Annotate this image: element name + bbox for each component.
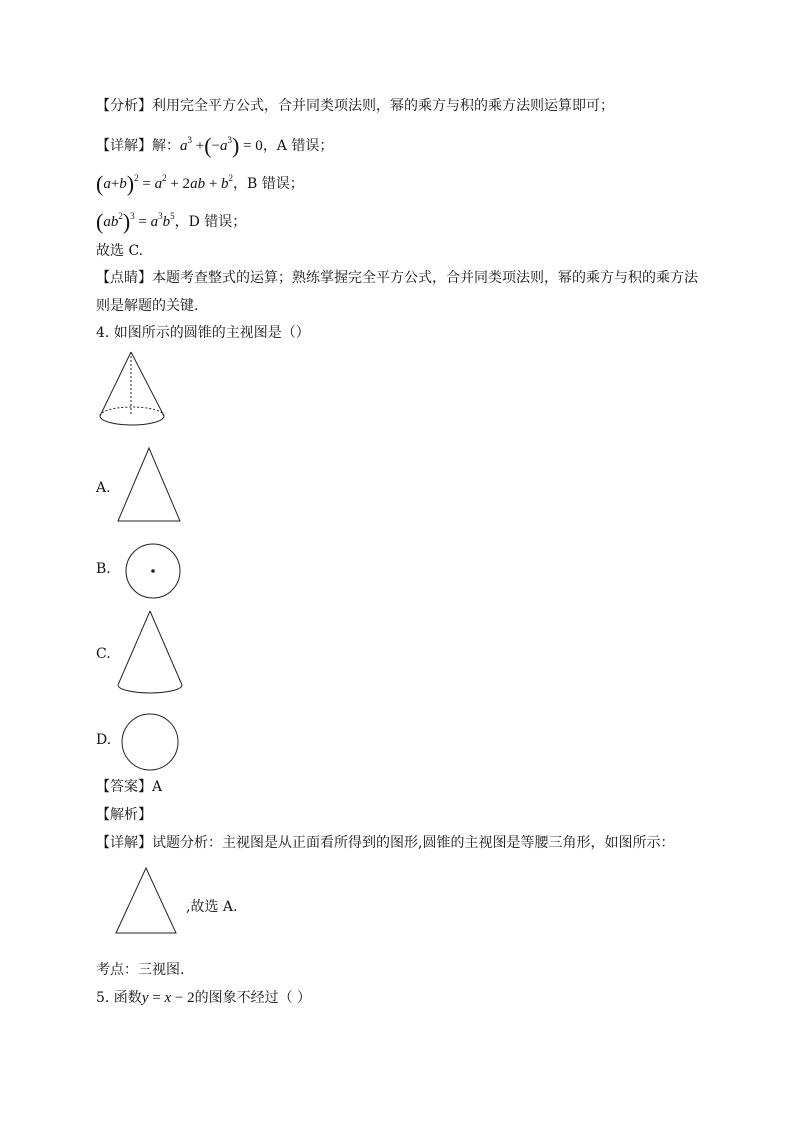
answer-tag: 【答案】	[96, 779, 152, 795]
kaodian-line: 考点：三视图.	[96, 962, 185, 978]
detail-line-2	[96, 168, 304, 194]
comment-text-1: 本题考查整式的运算；熟练掌握完全平方公式，合并同类项法则，幂的乘方与积的乘方法	[152, 270, 698, 286]
comment-line-1	[96, 268, 698, 288]
detail-4-text: 试题分析：主视图是从正面看所得到的图形,圆锥的主视图是等腰三角形，如图所示：	[152, 835, 675, 851]
option-a-triangle	[116, 446, 182, 524]
detail-line-1-tail: ，A 错误；	[262, 138, 334, 154]
option-b-circle-with-dot	[124, 542, 182, 600]
analysis-tag: 【分析】	[96, 98, 152, 114]
jiexi-tag: 【解析】	[96, 807, 152, 823]
answer-value: A	[152, 779, 163, 795]
equation-b: $(a+b)^2 = a^2 + 2ab + b^2$	[96, 171, 234, 196]
question-5-post: 的图象不经过（ ）	[194, 990, 312, 1006]
option-d-label: D.	[96, 732, 112, 748]
option-c-cone	[116, 609, 184, 695]
question-5-pre: 5. 函数	[96, 990, 142, 1006]
equation-a: $a^3 +(-a^3) = 0$	[180, 133, 263, 158]
question-5	[96, 988, 311, 1008]
comment-tag: 【点睛】	[96, 270, 152, 286]
option-d-circle	[120, 712, 180, 772]
detail-line-3-tail: ，D 错误；	[174, 214, 247, 230]
detail-line-1	[96, 130, 333, 156]
detail-tag: 【详解】	[96, 138, 152, 154]
detail-line-2-tail: ，B 错误；	[233, 176, 304, 192]
function-formula: y = x − 2	[141, 990, 195, 1006]
comment-line-2: 则是解题的关键.	[96, 298, 199, 314]
detail-line-3	[96, 206, 246, 232]
option-a-label: A.	[96, 480, 111, 496]
analysis-text: 利用完全平方公式，合并同类项法则，幂的乘方与积的乘方法则运算即可；	[152, 98, 614, 114]
question-4: 4. 如图所示的圆锥的主视图是（）	[96, 325, 310, 341]
answer-line	[96, 777, 162, 797]
option-b-label: B.	[96, 561, 111, 577]
detail-lead: 解：	[152, 138, 180, 154]
choose-line: 故选 C.	[96, 243, 144, 259]
cone-figure	[98, 350, 188, 432]
detail-4-line	[96, 833, 674, 853]
detail-4-tail: ,故选 A.	[186, 899, 238, 915]
option-c-label: C.	[96, 646, 111, 662]
equation-d: $(ab^2)^3 = a^3b^5$	[96, 209, 175, 234]
answer-triangle	[114, 866, 180, 936]
detail-4-tag: 【详解】	[96, 835, 152, 851]
analysis-line	[96, 96, 614, 116]
